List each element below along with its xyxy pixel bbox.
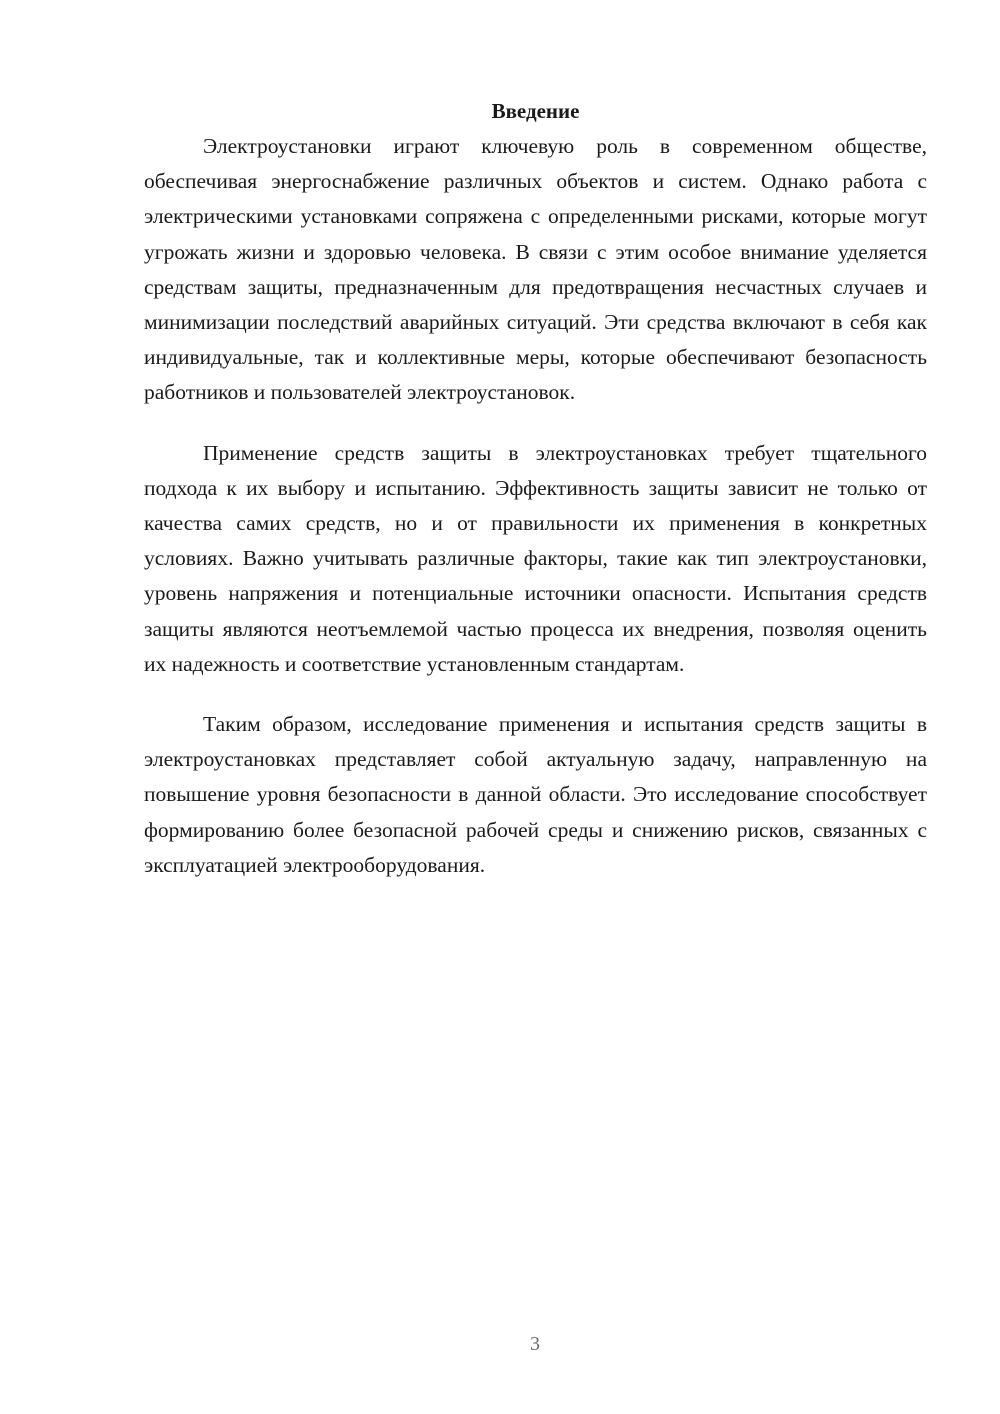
page-content	[144, 95, 927, 908]
paragraph-3: Таким образом, исследование применения и испытания средств защиты в электроустановках представляет собой актуальную задачу, направленную на повышение уровня безопасности в данной области. Это исследование способствует формированию более безопасной рабочей среды и снижению рисков, связанных с эксплуатацией электрооборудования.	[144, 712, 927, 877]
page-number: 3	[530, 1333, 540, 1355]
section-heading: Введение	[491, 99, 580, 123]
paragraph-1: Электроустановки играют ключевую роль в современном обществе, обеспечивая энергоснабжение различных объектов и систем. Однако работа с электрическими установками сопряжена с определенными рисками, которые могут угрожать жизни и здоровью человека. В связи с этим особое внимание уделяется средствам защиты, предназначенным для предотвращения несчастных случаев и минимизации последствий аварийных ситуаций. Эти средства включают в себя как индивидуальные, так и коллективные меры, которые обеспечивают безопасность работников и пользователей электроустановок.	[144, 134, 927, 405]
paragraph-2: Применение средств защиты в электроустановках требует тщательного подхода к их выбору и испытанию. Эффективность защиты зависит не только от качества самих средств, но и от правильности их применения в конкретных условиях. Важно учитывать различные факторы, такие как тип электроустановки, уровень напряжения и потенциальные источники опасности. Испытания средств защиты являются неотъемлемой частью процесса их внедрения, позволяя оценить их надежность и соответствие установленным стандартам.	[144, 440, 927, 676]
